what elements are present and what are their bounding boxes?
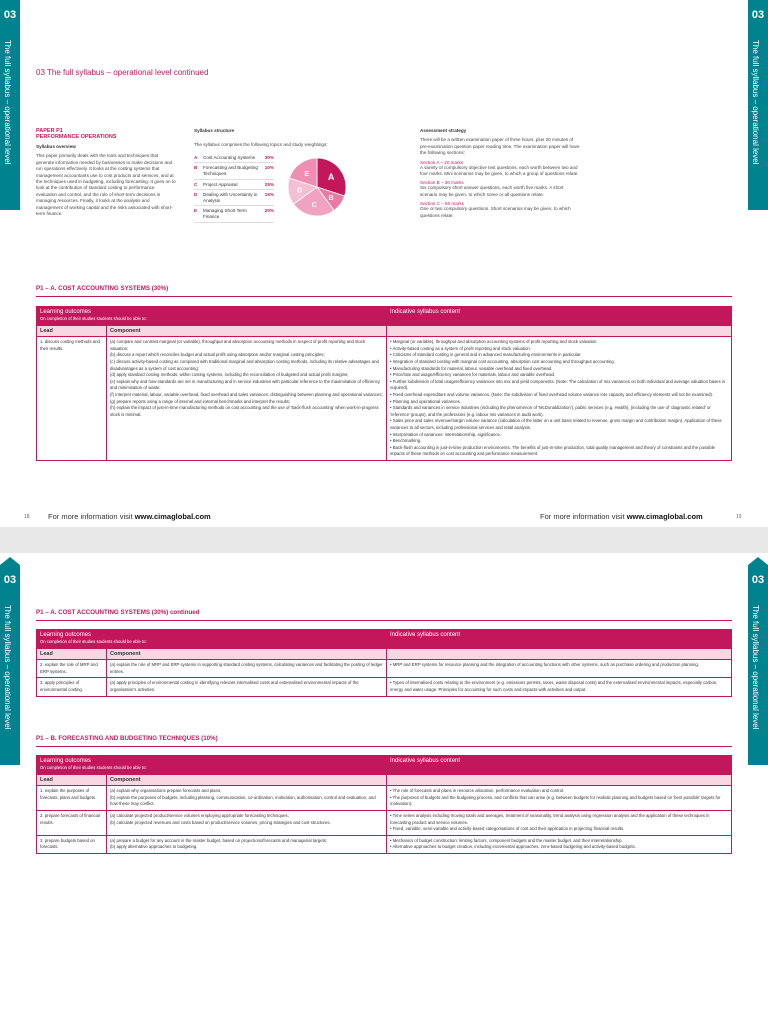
paper-name: PERFORMANCE OPERATIONS xyxy=(36,134,117,140)
component-cell xyxy=(107,786,387,811)
divider xyxy=(36,746,732,747)
pie-slice-label: E xyxy=(304,170,310,178)
lead-label: Lead xyxy=(37,325,107,337)
page-number-right: 19 xyxy=(736,514,742,520)
indicative-content-heading: Indicative syllabus content xyxy=(390,632,461,638)
structure-topic: Cost Accounting Systems xyxy=(203,154,256,160)
pie-slice-label: D xyxy=(297,187,303,195)
footer-text: For more information visit xyxy=(48,512,135,521)
page-spread-2 xyxy=(0,553,768,1024)
learning-outcomes-heading: Learning outcomes xyxy=(40,632,92,638)
content-item: • Criticisms of standard costing in general and in advanced manufacturing environments in particular. xyxy=(390,352,728,359)
learning-outcomes-sub: On completion of their studies students should be able to: xyxy=(40,765,147,770)
learning-outcomes-sub: On completion of their studies students should be able to: xyxy=(40,639,147,644)
structure-letter: C xyxy=(194,181,198,187)
learning-outcomes-heading: Learning outcomes xyxy=(40,758,92,764)
content-item: • Price/rate and usage/efficiency variances for materials, labour and variable overhead. xyxy=(390,372,728,379)
component-item: (g) prepare reports using a range of internal and external benchmarks and interpret the results; xyxy=(110,398,291,404)
structure-topic: Forecasting and Budgeting Techniques xyxy=(203,165,258,176)
section-tab-label: The full syllabus – operational level xyxy=(3,40,12,165)
learning-outcomes-heading: Learning outcomes xyxy=(40,309,92,315)
pie-slice-label: B xyxy=(328,195,334,203)
section-number: 03 xyxy=(748,0,768,30)
indicative-content-heading: Indicative syllabus content xyxy=(390,309,461,315)
table-row xyxy=(37,337,732,461)
content-item: • Further subdivision of total usage/efficiency variances into mix and yield components. (Note: The calculation of mix variances on both individual and average valuation bases is required). xyxy=(390,379,728,392)
footer-text: For more information visit xyxy=(540,512,627,521)
content-item: • The role of forecasts and plans in resource allocation, performance evaluation and control. xyxy=(390,788,728,795)
content-list xyxy=(390,788,728,808)
section-number: 03 xyxy=(0,0,20,30)
structure-weight: 30% xyxy=(264,154,274,160)
structure-topic: Dealing with Uncertainty in Analysis xyxy=(203,192,258,203)
structure-row xyxy=(194,206,274,222)
table-row xyxy=(37,678,732,696)
footer-left xyxy=(48,512,211,521)
component-item: (f) interpret material, labour, variable overhead, fixed overhead and sales variances, distinguishing between planning and operational variances; xyxy=(110,391,383,397)
content-item: • Standards and variances in service industries (including the phenomenon of 'McDonaldization'), public services (e.g. Health), (including the use of 'diagnostic related' or 'reference' groups), and the professions (e.g. labour mix variances in audit work). xyxy=(390,405,728,418)
area-title-b: P1 – B. FORECASTING AND BUDGETING TECHNIQUES (10%) xyxy=(36,735,218,742)
indicative-content-heading: Indicative syllabus content xyxy=(390,758,461,764)
component-item: (b) calculate projected revenues and costs based on product/service volumes, pricing strategies and cost structures. xyxy=(110,819,331,825)
component-label: Component xyxy=(107,648,387,660)
lead-outcome: 1. explain the purposes of forecasts, plans and budgets. xyxy=(37,786,107,811)
structure-row xyxy=(194,163,274,179)
component-item: (c) discuss activity-based costing as compared with traditional marginal and absorption costing methods, including its relative advantages and disadvantages as a system of cost accounting; xyxy=(110,358,379,371)
overview-heading: Syllabus overview xyxy=(36,144,76,149)
table-row xyxy=(37,835,732,853)
content-item: • Interpretation of variances: interrelationship, significance. xyxy=(390,432,728,439)
content-cell xyxy=(387,786,732,811)
content-item: • Integration of standard costing with marginal cost accounting, absorption cost accounting and throughput accounting. xyxy=(390,359,728,366)
component-label: Component xyxy=(107,325,387,337)
structure-weight: 25% xyxy=(264,181,274,187)
table-row xyxy=(37,786,732,811)
learning-outcomes-sub: On completion of their studies students should be able to: xyxy=(40,316,147,321)
content-list xyxy=(390,813,728,833)
assessment-section-text: One or two compulsory questions. Short scenarios may be given, to which questions relate. xyxy=(420,206,571,218)
component-item: (h) explain the impact of just-in-time manufacturing methods on cost accounting and the use of 'back-flush accounting' when work-in-progress stock is minimal. xyxy=(110,405,379,417)
content-item: • Benchmarking. xyxy=(390,438,728,445)
component-item: (a) explain the role of MRP and ERP systems in supporting standard costing systems, calculating variances and facilitating the posting of ledger entries. xyxy=(110,662,383,674)
syllabus-table-b xyxy=(36,755,732,854)
structure-letter: B xyxy=(194,165,198,171)
page-number-left: 18 xyxy=(24,514,30,520)
component-cell xyxy=(107,835,387,853)
assessment-sections xyxy=(420,160,580,219)
lead-outcome: 2. explain the role of MRP and ERP systems. xyxy=(37,660,107,678)
content-item: • Time series analysis including moving totals and averages, treatment of seasonality, trend analysis using regression analysis and the application of these techniques in forecasting product and service volumes. xyxy=(390,813,728,826)
content-item: • The purposes of budgets and the budgeting process, and conflicts that can arise (e.g. between budgets for realistic planning and budgets based on 'best possible' targets for motivation). xyxy=(390,795,728,808)
divider xyxy=(36,620,732,621)
content-item: • Manufacturing standards for material, labour, variable overhead and fixed overhead. xyxy=(390,366,728,373)
assessment-intro: There will be a written examination paper of three hours, plus 20 minutes of pre-examination question paper reading time. The examination paper will have the following sections: xyxy=(420,137,580,156)
content-cell xyxy=(387,660,732,678)
section-tab-right xyxy=(748,565,768,765)
content-cell xyxy=(387,835,732,853)
page-title: 03 The full syllabus – operational level continued xyxy=(36,68,209,77)
structure-topic: Managing Short Term Finance xyxy=(203,208,247,219)
content-list xyxy=(390,838,728,851)
component-item: (a) apply principles of environmental costing in identifying relevant internalised costs and externalised environmental impacts of the organisation's activities. xyxy=(110,680,359,692)
content-item: • Marginal (or variable), throughput and absorption accounting systems of profit reporting and stock valuation. xyxy=(390,339,728,346)
content-item: • Back-flush accounting in just-in-time production environments. The benefits of just-in-time production, total quality management and theory of constraints and the possible impacts of these methods on cost accounting and performance measurement. xyxy=(390,445,728,458)
content-item: • MRP and ERP systems for resource planning and the integration of accounting functions with other systems, such as purchase ordering and production planning. xyxy=(390,662,728,669)
footer-right xyxy=(540,512,703,521)
syllabus-table-a-continued xyxy=(36,629,732,697)
structure-topic: Project Appraisal xyxy=(203,181,238,187)
assessment-column xyxy=(420,128,580,219)
weighting-pie-chart xyxy=(286,156,348,218)
structure-letter: A xyxy=(194,154,198,160)
structure-row xyxy=(194,190,274,206)
section-number: 03 xyxy=(0,565,20,595)
content-cell xyxy=(387,337,732,461)
content-list xyxy=(390,339,728,458)
component-item: (b) apply alternative approaches to budgeting. xyxy=(110,844,198,850)
structure-weight: 15% xyxy=(264,192,274,198)
structure-weight: 10% xyxy=(264,165,274,171)
component-item: (a) explain why organisations prepare forecasts and plans; xyxy=(110,788,222,794)
structure-heading: Syllabus structure xyxy=(194,128,235,133)
divider xyxy=(36,296,732,297)
structure-column xyxy=(194,128,354,223)
assessment-section-text: A variety of compulsory objective test questions, each worth between two and four marks. Mini scenarios may be given, to which a group of questions relate. xyxy=(420,164,579,177)
paper-label: PAPER P1 xyxy=(36,128,63,134)
content-item: • Sales price and sales revenue/margin volume variance (calculation of the latter on a unit basis related to revenue, gross margin and contribution margin). Application of these variances to all sectors, including professional services and retail analysis. xyxy=(390,418,728,431)
component-item: (a) prepare a budget for any account in the master budget, based on projections/forecasts and managerial targets; xyxy=(110,837,328,843)
table-row xyxy=(37,660,732,678)
lead-label: Lead xyxy=(37,648,107,660)
component-label: Component xyxy=(107,774,387,786)
content-item: • Mechanics of budget construction: limiting factors, component budgets and the master budget, and their interrelationship. xyxy=(390,838,728,845)
content-item: • Fixed, variable, semi-variable and activity-based categorisations of cost and their application in projecting financial results. xyxy=(390,826,728,833)
area-title-a-continued: P1 – A. COST ACCOUNTING SYSTEMS (30%) continued xyxy=(36,609,200,616)
section-tab-left xyxy=(0,565,20,765)
lead-label: Lead xyxy=(37,774,107,786)
component-item: (a) calculate projected product/service volumes employing appropriate forecasting techniques; xyxy=(110,812,289,818)
section-tab-label: The full syllabus – operational level xyxy=(751,605,760,730)
assessment-section-title: Section B – 30 marks xyxy=(420,180,464,186)
component-item: (e) explain why and how standards are set in manufacturing and in service industries with particular reference to the maximisation of efficiency and minimisation of waste; xyxy=(110,378,381,391)
overview-text: This paper primarily deals with the tools and techniques that generate information needed by businesses to make decisions and run operations effectively. It looks at the costing systems that management accountants use to cost products and services, and at the techniques used in budgeting, including forecasting. It goes on to look at the contribution of standard costing to performance evaluation and control, and the role of short-term decisions in managing resources. Finally, it looks at the analysis and management of working capital and the risks associated with short-term finance. xyxy=(36,153,176,217)
section-tab-label: The full syllabus – operational level xyxy=(751,40,760,165)
lead-outcome: 2. prepare forecasts of financial results. xyxy=(37,810,107,835)
footer-link[interactable]: www.cimaglobal.com xyxy=(134,512,211,521)
pie-slice-label: C xyxy=(311,202,317,210)
section-tab-left xyxy=(0,0,20,210)
assessment-heading: Assessment strategy xyxy=(420,128,467,133)
lead-outcome: 3. apply principles of environmental costing. xyxy=(37,678,107,696)
footer-link[interactable]: www.cimaglobal.com xyxy=(626,512,703,521)
table-row xyxy=(37,810,732,835)
structure-weight: 20% xyxy=(264,208,274,214)
structure-intro: The syllabus comprises the following topics and study weightings: xyxy=(194,142,328,148)
component-item: (a) compare and contrast marginal (or variable), throughput and absorption accounting methods in respect of profit reporting and stock valuation; xyxy=(110,339,366,351)
content-list xyxy=(390,662,728,669)
section-tab-label: The full syllabus – operational level xyxy=(3,605,12,730)
content-item: • Fixed overhead expenditure and volume variances. (Note: the subdivision of fixed overhead volume variance into capacity and efficiency elements will not be examined). xyxy=(390,392,728,399)
assessment-section-title: Section C – 50 marks xyxy=(420,201,464,207)
component-item: (d) apply standard costing methods, within costing systems, including the reconciliation of budgeted and actual profit margins; xyxy=(110,372,349,378)
lead-outcome: 1. discuss costing methods and their results. xyxy=(37,337,107,461)
component-cell xyxy=(107,337,387,461)
content-item: • Planning and operational variances. xyxy=(390,399,728,406)
overview-column xyxy=(36,128,176,217)
content-cell xyxy=(387,678,732,696)
section-tab-right xyxy=(748,0,768,210)
component-item: (b) discuss a report which reconciles budget and actual profit using absorption and/or marginal costing principles; xyxy=(110,352,325,358)
content-cell xyxy=(387,810,732,835)
syllabus-table-a xyxy=(36,306,732,461)
pie-slice-label: A xyxy=(327,171,335,182)
lead-outcome: 3. prepare budgets based on forecasts. xyxy=(37,835,107,853)
component-cell xyxy=(107,660,387,678)
structure-letter: D xyxy=(194,192,198,198)
area-title-a: P1 – A. COST ACCOUNTING SYSTEMS (30%) xyxy=(36,285,169,292)
assessment-section-text: Six compulsory short answer questions, each worth five marks. A short scenario may be given, to which some or all questions relate. xyxy=(420,185,564,197)
section-number: 03 xyxy=(748,565,768,595)
component-item: (b) explain the purposes of budgets, including planning, communication, co-ordination, motivation, authorisation, control and evaluation, and how these may conflict. xyxy=(110,794,376,807)
component-cell xyxy=(107,810,387,835)
content-item: • Alternative approaches to budget creation, including incremental approaches, zero-based budgeting and activity-based budgets. xyxy=(390,844,728,851)
content-item: • Types of internalised costs relating to the environment (e.g. emissions permits, taxes, waste disposal costs) and the externalised environmental impacts, especially carbon, energy and water usage. Principles for accounting for such costs and impacts with activities and output. xyxy=(390,680,728,693)
assessment-section-title: Section A – 20 marks xyxy=(420,159,464,165)
structure-row xyxy=(194,180,274,191)
component-cell xyxy=(107,678,387,696)
structure-row xyxy=(194,153,274,164)
structure-letter: E xyxy=(194,208,198,214)
content-item: • Activity-based costing as a system of profit reporting and stock valuation. xyxy=(390,346,728,353)
content-list xyxy=(390,680,728,693)
